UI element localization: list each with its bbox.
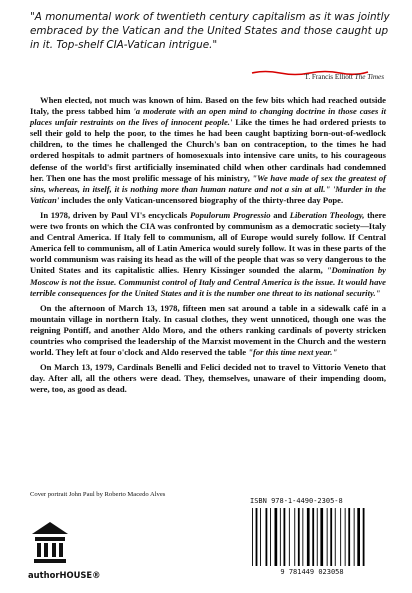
blurb-body — [30, 95, 386, 399]
barcode-bar — [270, 508, 271, 566]
barcode-bar — [354, 508, 355, 566]
barcode-bar — [302, 508, 303, 566]
barcode-bar — [252, 508, 253, 566]
paragraph-emphasis: Liberation Theology, — [289, 209, 365, 220]
barcode-bar — [298, 508, 300, 566]
barcode-bar — [294, 508, 295, 566]
quote-attribution — [304, 73, 384, 81]
barcode-icon — [248, 506, 376, 568]
barcode-bar — [348, 508, 350, 566]
barcode-number: 9 781449 023058 — [280, 568, 344, 576]
barcode-bar — [312, 508, 314, 566]
quote-source: The Times — [354, 73, 384, 81]
isbn-label: ISBN 978-1-4490-2305-8 — [250, 497, 343, 505]
barcode-bar — [260, 508, 261, 566]
paragraph-text: When elected, not much was known of him. Based on the few bits which had reached outside Italy, the press tabbed him — [30, 95, 386, 117]
barcode-bar — [275, 508, 278, 566]
barcode-bar — [363, 508, 365, 566]
barcode-bar — [280, 508, 281, 566]
authorhouse-logo-icon — [30, 520, 70, 564]
barcode-bar — [335, 508, 336, 566]
paragraph-emphasis: Populorum Progressio — [190, 209, 271, 220]
barcode-bar — [317, 508, 318, 566]
paragraph-3 — [30, 303, 386, 358]
barcode-bar — [289, 508, 290, 566]
paragraph-emphasis: "We have made of sex the greatest of sins, whereas, in itself, it is nothing more than human nature and not a sin at all." 'Murder in the Vatican' — [30, 172, 386, 205]
quote-author: T. Francis Elliott — [304, 73, 353, 81]
paragraph-1 — [30, 95, 386, 206]
barcode-bar — [266, 508, 268, 566]
paragraph-4 — [30, 362, 386, 395]
paragraph-emphasis: "Domination by Moscow is not the issue. Communist control of Italy and Central America is the issue. It would have terrible consequences for the United States and it is the number one threat to its national security." — [30, 265, 386, 298]
paragraph-text: On March 13, 1979, Cardinals Benelli and Felici decided not to travel to Vittorio Veneto that day. After all, all the others were dead. They, themselves, unaware of their impending doom, were, too, as good as dead. — [30, 362, 386, 395]
paragraph-text: there were two fronts on which the CIA was confronted by communism as a democratic society—Italy and Central America. If Italy fell to communism, all of Europe would surely follow. If Central America fell to communism, all of Latin America would surely follow. It was in these parts of the world communism was raising its head as the will of the people that was so very dangerous to the United States and its capitalistic allies. Henry Kissinger sounded the alarm, — [30, 209, 386, 276]
paragraph-emphasis: "for this time next year." — [248, 347, 338, 358]
barcode-bar — [320, 508, 323, 566]
barcode-bar — [327, 508, 328, 566]
barcode-bar — [357, 508, 360, 566]
publisher-name: authorHOUSE® — [28, 570, 101, 580]
barcode-bar — [345, 508, 346, 566]
paragraph-2 — [30, 210, 386, 299]
barcode-bar — [307, 508, 310, 566]
paragraph-emphasis: 'a moderate with an open mind to changing doctrine in those cases it places unfair restraints on the lives of innocent people.' — [30, 106, 386, 128]
paragraph-text: Like the times he had ordered priests to sell their gold to help the poor, to the times he had been caught baptizing born-out-of-wedlock children, to the times he challenged the Church's ban on contraception, to the times he had ordered hospitals to admit partners of homosexuals into intensive care units, to his courageous defense of the world's first artificially inseminated child when other cardinals had condemned her. Then one has the most prolific message of his ministry, — [30, 117, 386, 183]
barcode-bar — [256, 508, 258, 566]
paragraph-text: and — [270, 209, 290, 220]
paragraph-text: In 1978, driven by Paul VI's encyclicals — [40, 209, 191, 220]
paragraph-text: includes the only Vatican-uncensored biography of the thirty-three day Pope. — [59, 194, 344, 205]
cover-credit: Cover portrait John Paul by Roberto Macedo Alves — [30, 491, 166, 498]
review-quote: "A monumental work of twentieth century capitalism as it was jointly embraced by the Vatican and the United States and those caught up in it. Top-shelf CIA-Vatican intrigue." — [30, 11, 390, 51]
barcode-bar — [284, 508, 286, 566]
paragraph-text: On the afternoon of March 13, 1978, fifteen men sat around a table in a sidewalk café in a mountain village in northern Italy. In casual clothes, they went unnoticed, though one was the reigning Pontiff, and another Aldo Moro, and the others ranking cardinals of poverty stricken countries who comprised the leadership of the Marxist movement in the Church and the western world. They left at four o'clock and Aldo reserved the table — [30, 302, 386, 358]
barcode-bar — [340, 508, 341, 566]
barcode-bar — [330, 508, 332, 566]
